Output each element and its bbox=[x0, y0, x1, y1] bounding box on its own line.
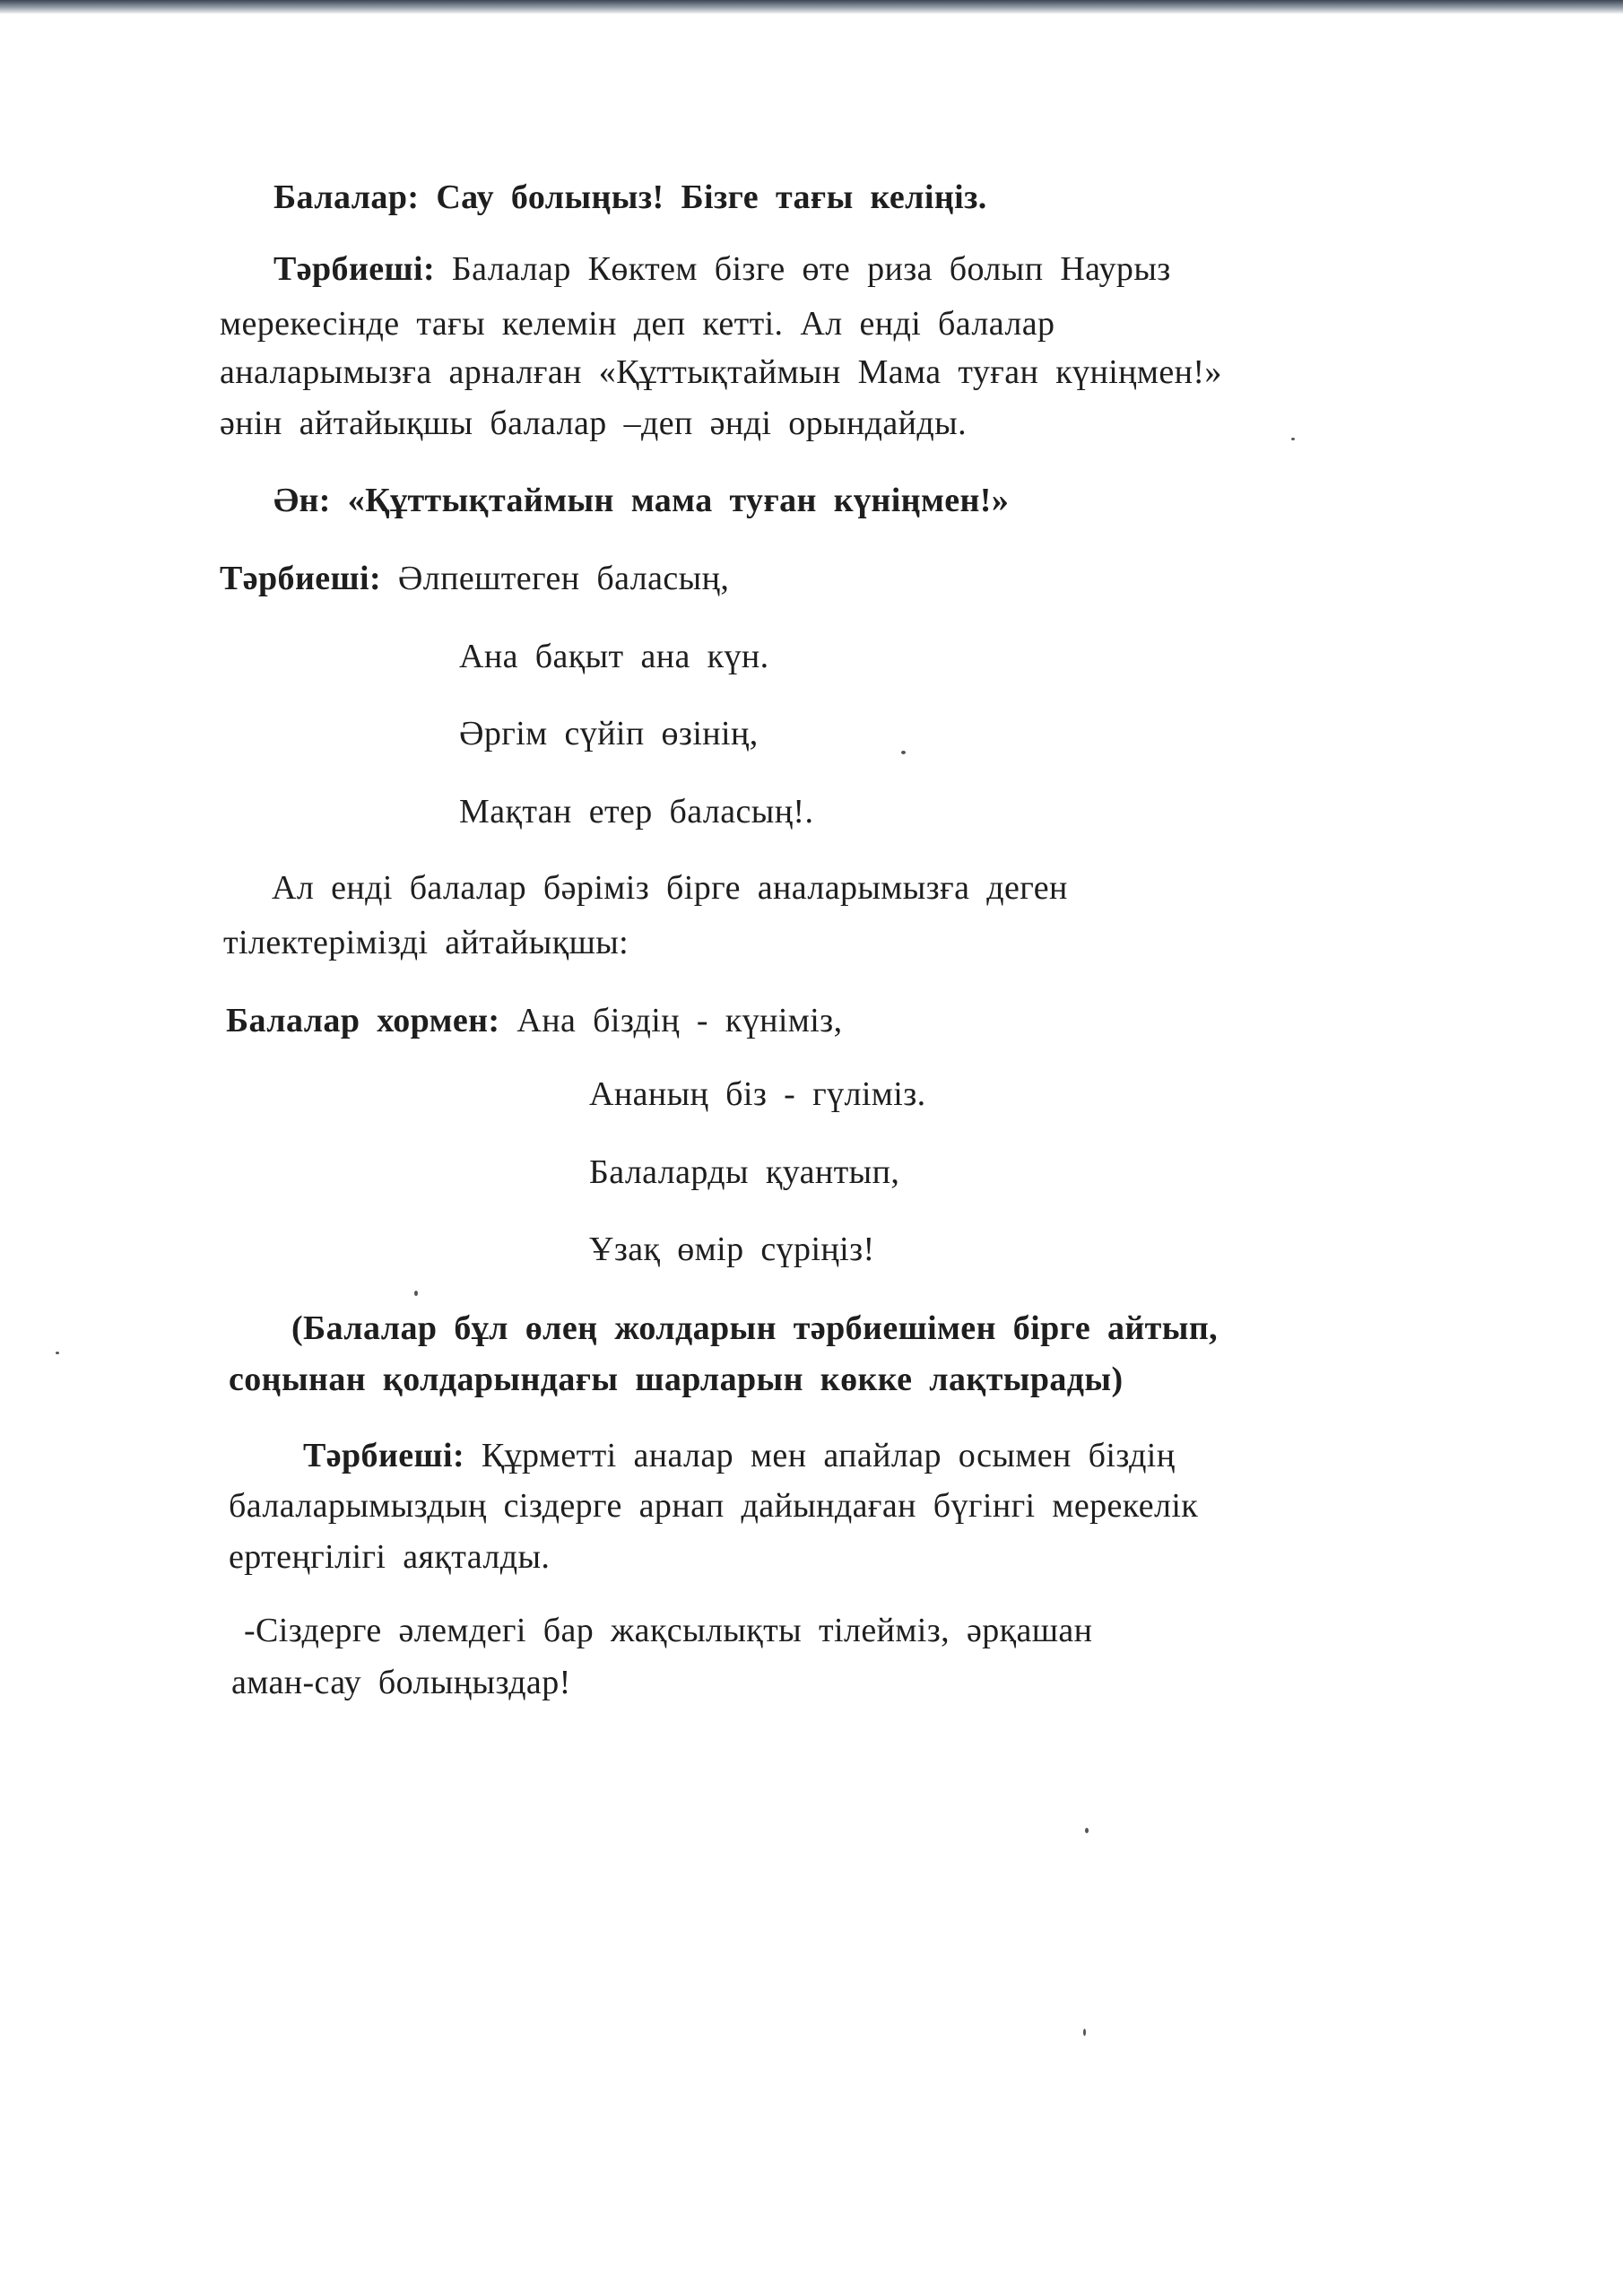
line-text: ертеңгілігі аяқталды. bbox=[229, 1538, 551, 1576]
line-wish-intro bbox=[272, 867, 1068, 909]
speaker-label: Тәрбиеші: bbox=[273, 250, 435, 288]
line-chorus-1 bbox=[226, 1000, 843, 1041]
line-teacher-1 bbox=[273, 248, 1171, 290]
line-text: Әлпештеген баласың, bbox=[381, 560, 730, 597]
line-text: Әргім сүйіп өзінің, bbox=[459, 715, 759, 752]
line-text: тілектерімізді айтайықшы: bbox=[223, 924, 629, 961]
line-closing-1 bbox=[303, 1435, 1176, 1476]
line-text: Ана бақыт ана күн. bbox=[459, 638, 769, 675]
line-chorus-4 bbox=[589, 1229, 875, 1270]
line-text: Ұзақ өмір сүріңіз! bbox=[589, 1231, 875, 1268]
line-text: аман-сау болыңыздар! bbox=[231, 1664, 571, 1701]
line-chorus-3 bbox=[589, 1152, 899, 1193]
line-final-1 bbox=[244, 1610, 1092, 1651]
line-text: аналарымызға арналған «Құттықтаймын Мама туған күніңмен!» bbox=[220, 353, 1222, 391]
line-closing-2 bbox=[229, 1485, 1198, 1526]
stage-direction: (Балалар бұл өлең жолдарын тәрбиешімен бірге айтып, bbox=[291, 1309, 1219, 1347]
line-text: балаларымыздың сіздерге арнап дайындаған бүгінгі мерекелік bbox=[229, 1487, 1199, 1525]
line-teacher-1d bbox=[220, 403, 967, 444]
line-final-2 bbox=[231, 1662, 571, 1703]
line-text: Балалар Көктем бізге өте риза болып Наурыз bbox=[435, 250, 1171, 288]
line-text: мерекесінде тағы келемін деп кетті. Ал енді балалар bbox=[220, 305, 1055, 343]
line-teacher-1c bbox=[220, 352, 1222, 393]
speaker-label: Тәрбиеші: bbox=[303, 1437, 464, 1474]
line-stage-direction-2 bbox=[229, 1359, 1124, 1400]
line-text: Ал енді балалар бәріміз бірге аналарымызға деген bbox=[272, 869, 1068, 907]
speaker-label: Балалар хормен: bbox=[226, 1002, 500, 1039]
scan-speck bbox=[901, 751, 906, 754]
line-text: Мақтан етер баласың!. bbox=[459, 793, 814, 831]
line-closing-3 bbox=[229, 1536, 550, 1578]
scan-edge bbox=[0, 0, 1623, 14]
line-poem-4 bbox=[459, 791, 813, 832]
line-text: Балаларды қуантып, bbox=[589, 1153, 900, 1191]
line-teacher-1b bbox=[220, 303, 1055, 344]
speaker-label: Тәрбиеші: bbox=[220, 560, 381, 597]
scan-speck bbox=[1291, 438, 1295, 440]
line-wish-intro-b bbox=[223, 922, 629, 963]
line-text: Ана біздің - күніміз, bbox=[499, 1002, 843, 1039]
line-text: Құрметті аналар мен апайлар осымен біздің bbox=[464, 1437, 1176, 1474]
line-stage-direction-1 bbox=[291, 1308, 1218, 1349]
scan-speck bbox=[414, 1291, 418, 1296]
stage-direction: соңынан қолдарындағы шарларын көкке лақтырады) bbox=[229, 1361, 1124, 1398]
song-title: Ән: «Құттықтаймын мама туған күніңмен!» bbox=[273, 482, 1010, 519]
line-poem-2 bbox=[459, 636, 769, 677]
line-poem-1 bbox=[220, 558, 729, 599]
scan-speck bbox=[1085, 1828, 1089, 1833]
line-text: әнін айтайықшы балалар –деп әнді орындайды. bbox=[220, 404, 967, 442]
line-bold: Балалар: Сау болыңыз! Бізге тағы келіңіз. bbox=[273, 178, 987, 216]
line-farewell bbox=[273, 177, 987, 218]
line-text: Ананың біз - гүліміз. bbox=[589, 1075, 926, 1113]
line-poem-3 bbox=[459, 713, 759, 754]
line-song-title bbox=[273, 480, 1009, 521]
scan-speck bbox=[1083, 2029, 1086, 2036]
scan-speck bbox=[56, 1352, 59, 1354]
line-chorus-2 bbox=[589, 1074, 926, 1115]
line-text: -Сіздерге әлемдегі бар жақсылықты тілейміз, әрқашан bbox=[244, 1612, 1093, 1649]
